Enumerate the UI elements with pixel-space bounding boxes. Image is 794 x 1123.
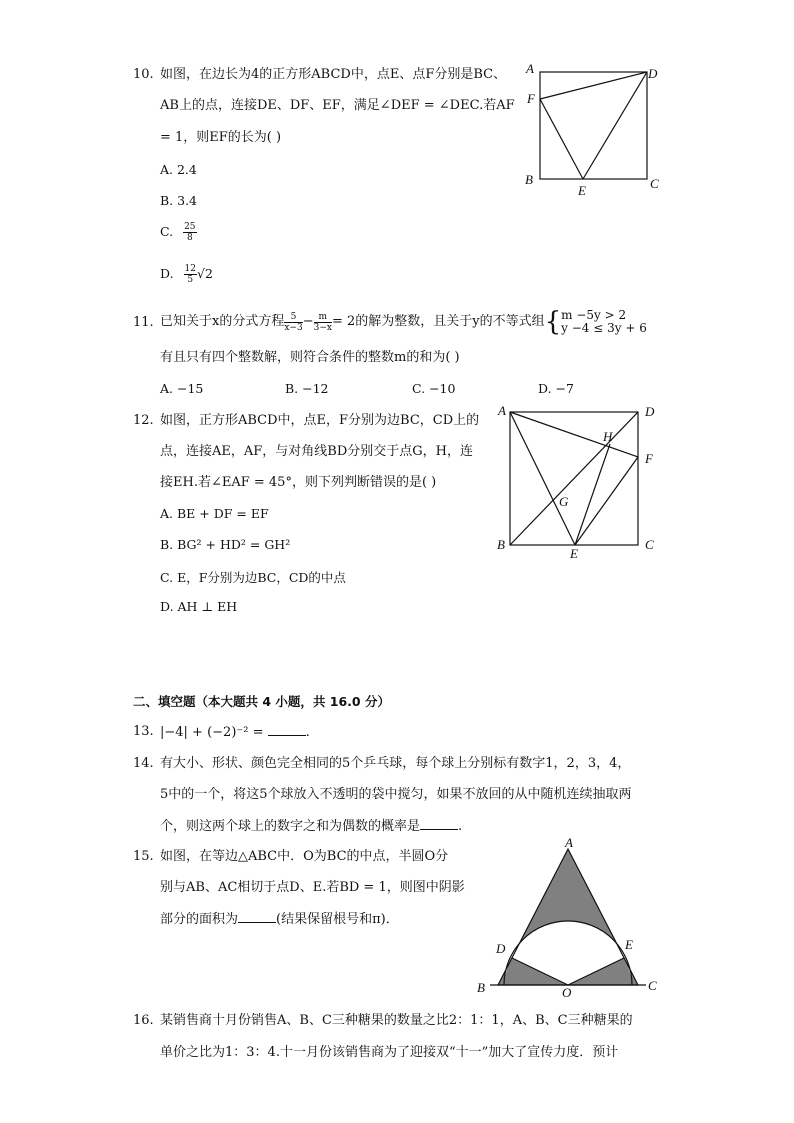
label-f: F [645,451,653,466]
q12-option-c: C. E，F分别为边BC，CD的中点 [160,570,346,585]
fraction: $\frac{m}{3-x}$ [313,311,332,333]
fraction: $\frac{25}{8}$ [184,222,196,243]
q10-line1: 如图，在边长为4的正方形ABCD中，点E、点F分别是BC、 [160,67,507,82]
q10-option-d: D. $\frac{12}{5}$ √2 [160,264,213,285]
q11-number: 11. [133,315,154,330]
label-c: C [648,978,657,993]
q10-number: 10. [133,67,154,82]
answer-blank[interactable] [420,817,458,830]
label-a: A [526,61,534,76]
q11-option-c: C. −10 [412,381,456,396]
q10-line2: AB上的点，连接DE、DF、EF，满足∠DEF = ∠DEC.若AF [160,98,515,113]
label-h: H [603,429,613,444]
label-e: E [578,183,586,198]
q12-line3: 接EH.若∠EAF = 45°，则下列判断错误的是( ) [160,475,437,490]
label-d: D [496,941,506,956]
brace: { [544,307,562,337]
q16-line1: 某销售商十月份销售A、B、C三种糖果的数量之比2：1：1，A、B、C三种糖果的 [160,1013,633,1028]
q12-line2: 点，连接AE，AF，与对角线BD分别交于点G，H，连 [160,444,473,459]
q16-line2: 单价之比为1：3：4.十一月份该销售商为了迎接双“十一”加大了宣传力度．预计 [160,1045,619,1060]
answer-blank[interactable] [238,910,276,923]
label-b: B [477,980,485,995]
q10-line3: = 1，则EF的长为( ) [160,130,282,145]
label-c: C [650,176,659,191]
q11-line1: 已知关于x的分式方程 $\frac{5}{x-3}$ − $\frac{m}{3-x}$ = 2的解为整数，且关于y的不等式组 { m −5y > 2 y −4 ≤ 3y + 6 [160,307,647,337]
inequality-system: m −5y > 2 y −4 ≤ 3y + 6 [561,308,647,335]
q10-square-figure [520,60,670,200]
fraction: $\frac{5}{x-3}$ [284,311,303,333]
label-b: B [525,172,533,187]
q15-line3: 部分的面积为 (结果保留根号和π)． [160,912,399,927]
label-a: A [565,835,573,850]
q12-line1: 如图，正方形ABCD中，点E，F分别为边BC，CD上的 [160,413,480,428]
q12-square-figure [495,400,665,565]
q14-line1: 有大小、形状、颜色完全相同的5个乒乓球，每个球上分别标有数字1，2，3，4， [160,756,631,771]
label-d: D [645,404,655,419]
q10-option-b: B. 3.4 [160,193,198,208]
q12-number: 12. [133,413,154,428]
label-b: B [497,537,505,552]
q11-option-d: D. −7 [538,381,574,396]
section-heading: 二、填空题（本大题共 4 小题，共 16.0 分） [133,694,390,709]
q14-number: 14. [133,756,154,771]
label-f: F [527,91,535,106]
q10-option-c: C. $\frac{25}{8}$ [160,222,196,243]
q15-number: 15. [133,849,154,864]
q10-option-a: A. 2.4 [160,162,197,177]
q15-line2: 别与AB、AC相切于点D、E.若BD = 1，则图中阴影 [160,880,465,895]
q12-option-a: A. BE + DF = EF [160,506,269,521]
label-g: G [559,494,569,509]
label-d: D [648,66,658,81]
label-c: C [645,537,654,552]
label-e: E [570,546,578,561]
label-o: O [562,985,572,1000]
q11-line2: 有且只有四个整数解，则符合条件的整数m的和为( ) [160,350,460,365]
q13-number: 13. [133,724,154,739]
label-e: E [625,937,633,952]
q15-line1: 如图，在等边△ABC中．O为BC的中点，半圆O分 [160,849,449,864]
q12-option-b: B. BG² + HD² = GH² [160,537,291,552]
q15-triangle-figure [470,835,670,1005]
q14-line3: 个，则这两个球上的数字之和为偶数的概率是 . [160,819,463,834]
q11-option-a: A. −15 [160,381,204,396]
fraction: $\frac{12}{5}$ [184,264,196,285]
answer-blank[interactable] [268,723,306,736]
q13-text: |−4| + (−2)⁻² = . [160,725,310,740]
q16-number: 16. [133,1013,154,1028]
q14-line2: 5中的一个，将这5个球放入不透明的袋中搅匀，如果不放回的从中随机连续抽取两 [160,787,632,802]
q11-option-b: B. −12 [285,381,329,396]
label-a: A [498,403,506,418]
q12-option-d: D. AH ⊥ EH [160,599,238,614]
